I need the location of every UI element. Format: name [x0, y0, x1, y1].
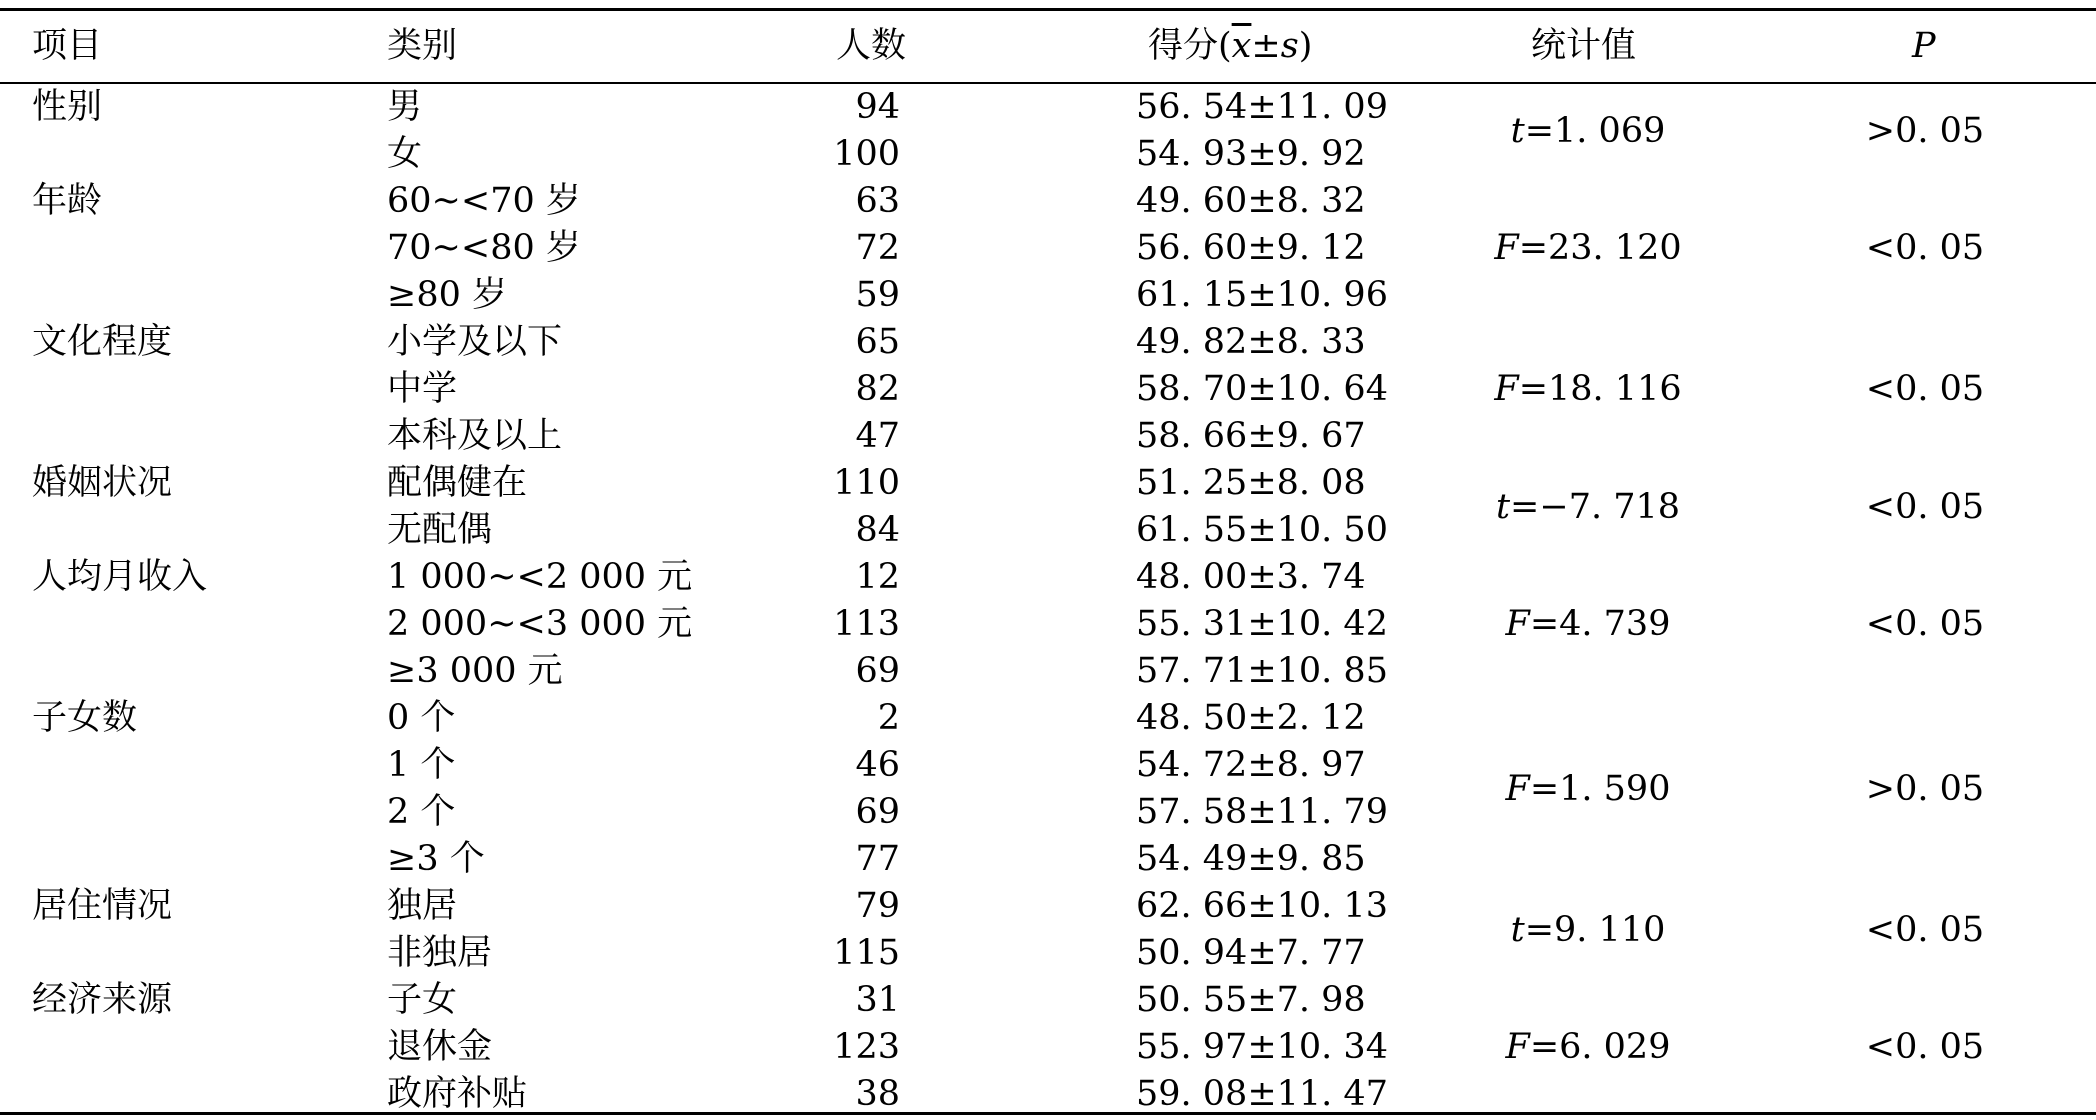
- stat-symbol: F: [1494, 228, 1519, 268]
- row-category: 小学及以下: [387, 322, 563, 362]
- header-rule: [0, 82, 2096, 84]
- header-score-xbar: $\overline{x}$: [1231, 26, 1252, 66]
- header-score: [1148, 26, 1312, 66]
- row-count: 63: [855, 181, 900, 221]
- row-count: 100: [833, 134, 900, 174]
- row-count: 82: [855, 369, 900, 409]
- header-category: 类别: [387, 26, 458, 66]
- row-score: 61. 55±10. 50: [1136, 510, 1388, 550]
- row-score: 50. 55±7. 98: [1136, 980, 1366, 1020]
- stat-number: =6. 029: [1529, 1027, 1671, 1067]
- header-score-prefix: 得分(: [1148, 26, 1232, 66]
- row-score: 57. 58±11. 79: [1136, 792, 1388, 832]
- row-score: 55. 97±10. 34: [1136, 1027, 1388, 1067]
- header-score-pm: ±: [1251, 26, 1281, 66]
- stat-number: =1. 069: [1524, 110, 1666, 151]
- row-score: 54. 72±8. 97: [1136, 745, 1366, 785]
- stat-number: =4. 739: [1529, 604, 1671, 644]
- p-value: <0. 05: [1865, 909, 1985, 950]
- row-score: 58. 70±10. 64: [1136, 369, 1388, 409]
- row-count: 31: [855, 980, 900, 1020]
- row-category: 无配偶: [387, 510, 493, 550]
- row-count: 38: [855, 1074, 900, 1114]
- row-category: ≥80 岁: [387, 275, 507, 315]
- row-score: 61. 15±10. 96: [1136, 275, 1388, 315]
- row-score: 49. 60±8. 32: [1136, 181, 1366, 221]
- header-p: P: [1912, 26, 1936, 66]
- row-item: 子女数: [32, 698, 138, 738]
- row-score: 56. 60±9. 12: [1136, 228, 1366, 268]
- row-item: 居住情况: [32, 886, 173, 926]
- top-rule: [0, 8, 2096, 11]
- row-category: ≥3 000 元: [387, 651, 563, 691]
- row-category: 中学: [387, 369, 458, 409]
- stat-number: =18. 116: [1518, 369, 1682, 409]
- row-category: 独居: [387, 886, 458, 926]
- bottom-rule: [0, 1112, 2096, 1115]
- row-count: 69: [855, 792, 900, 832]
- row-count: 47: [855, 416, 900, 456]
- row-category: 70~<80 岁: [387, 228, 581, 268]
- row-category: ≥3 个: [387, 839, 485, 879]
- row-count: 46: [855, 745, 900, 785]
- stat-value: [1438, 604, 1738, 644]
- row-category: 1 000~<2 000 元: [387, 557, 693, 597]
- stat-symbol: F: [1505, 1027, 1530, 1067]
- row-category: 60~<70 岁: [387, 181, 581, 221]
- row-category: 女: [387, 134, 423, 174]
- row-category: 退休金: [387, 1027, 493, 1067]
- stat-value: [1438, 769, 1738, 809]
- p-value: <0. 05: [1865, 1027, 1985, 1067]
- stat-number: =23. 120: [1518, 228, 1682, 268]
- row-count: 65: [855, 322, 900, 362]
- stat-symbol: t: [1510, 110, 1525, 151]
- stat-symbol: t: [1510, 909, 1525, 950]
- stat-number: =−7. 718: [1510, 486, 1681, 527]
- row-count: 113: [833, 604, 900, 644]
- row-score: 48. 00±3. 74: [1136, 557, 1366, 597]
- row-category: 非独居: [387, 933, 493, 973]
- row-item: 性别: [32, 87, 103, 127]
- row-item: 人均月收入: [32, 557, 208, 597]
- row-category: 政府补贴: [387, 1074, 528, 1114]
- header-count: 人数: [836, 26, 907, 66]
- stat-symbol: F: [1494, 369, 1519, 409]
- stat-number: =9. 110: [1524, 909, 1666, 950]
- row-score: 54. 93±9. 92: [1136, 134, 1366, 174]
- row-count: 77: [855, 839, 900, 879]
- row-score: 51. 25±8. 08: [1136, 463, 1366, 503]
- row-category: 0 个: [387, 698, 456, 738]
- stat-value: [1438, 1027, 1738, 1067]
- header-score-s: s: [1280, 26, 1299, 66]
- stat-value: [1438, 369, 1738, 409]
- row-score: 56. 54±11. 09: [1136, 87, 1388, 127]
- row-item: 婚姻状况: [32, 463, 173, 503]
- row-score: 55. 31±10. 42: [1136, 604, 1388, 644]
- row-category: 1 个: [387, 745, 456, 785]
- p-value: <0. 05: [1865, 486, 1985, 527]
- p-value: <0. 05: [1865, 369, 1985, 409]
- row-category: 本科及以上: [387, 416, 563, 456]
- row-item: 文化程度: [32, 322, 173, 362]
- row-item: 年龄: [32, 181, 103, 221]
- row-count: 123: [833, 1027, 900, 1067]
- p-value: >0. 05: [1865, 110, 1985, 151]
- row-count: 79: [855, 886, 900, 926]
- row-count: 84: [855, 510, 900, 550]
- stat-symbol: F: [1505, 604, 1530, 644]
- row-count: 12: [855, 557, 900, 597]
- row-category: 男: [387, 87, 423, 127]
- row-count: 115: [833, 933, 900, 973]
- row-score: 57. 71±10. 85: [1136, 651, 1388, 691]
- header-stat: 统计值: [1531, 26, 1637, 66]
- row-count: 72: [855, 228, 900, 268]
- row-score: 48. 50±2. 12: [1136, 698, 1366, 738]
- row-count: 59: [855, 275, 900, 315]
- stat-value: [1438, 111, 1738, 151]
- row-category: 2 个: [387, 792, 456, 832]
- header-score-suffix: ): [1298, 26, 1313, 66]
- row-score: 49. 82±8. 33: [1136, 322, 1366, 362]
- row-count: 2: [877, 698, 900, 738]
- row-score: 59. 08±11. 47: [1136, 1074, 1388, 1114]
- row-count: 110: [833, 463, 900, 503]
- stat-symbol: F: [1505, 768, 1530, 809]
- p-value: >0. 05: [1865, 768, 1985, 809]
- row-count: 69: [855, 651, 900, 691]
- row-score: 54. 49±9. 85: [1136, 839, 1366, 879]
- row-category: 子女: [387, 980, 458, 1020]
- stat-value: [1438, 487, 1738, 527]
- row-category: 配偶健在: [387, 463, 528, 503]
- row-count: 94: [855, 87, 900, 127]
- row-item: 经济来源: [32, 980, 173, 1020]
- row-score: 50. 94±7. 77: [1136, 933, 1366, 973]
- row-score: 62. 66±10. 13: [1136, 886, 1388, 926]
- p-value: <0. 05: [1865, 604, 1985, 644]
- p-value: <0. 05: [1865, 228, 1985, 268]
- stat-symbol: t: [1495, 486, 1511, 527]
- stat-value: [1438, 228, 1738, 268]
- header-item: 项目: [32, 26, 103, 66]
- stat-number: =1. 590: [1529, 768, 1671, 809]
- row-score: 58. 66±9. 67: [1136, 416, 1366, 456]
- row-category: 2 000~<3 000 元: [387, 604, 693, 644]
- stat-value: [1438, 910, 1738, 950]
